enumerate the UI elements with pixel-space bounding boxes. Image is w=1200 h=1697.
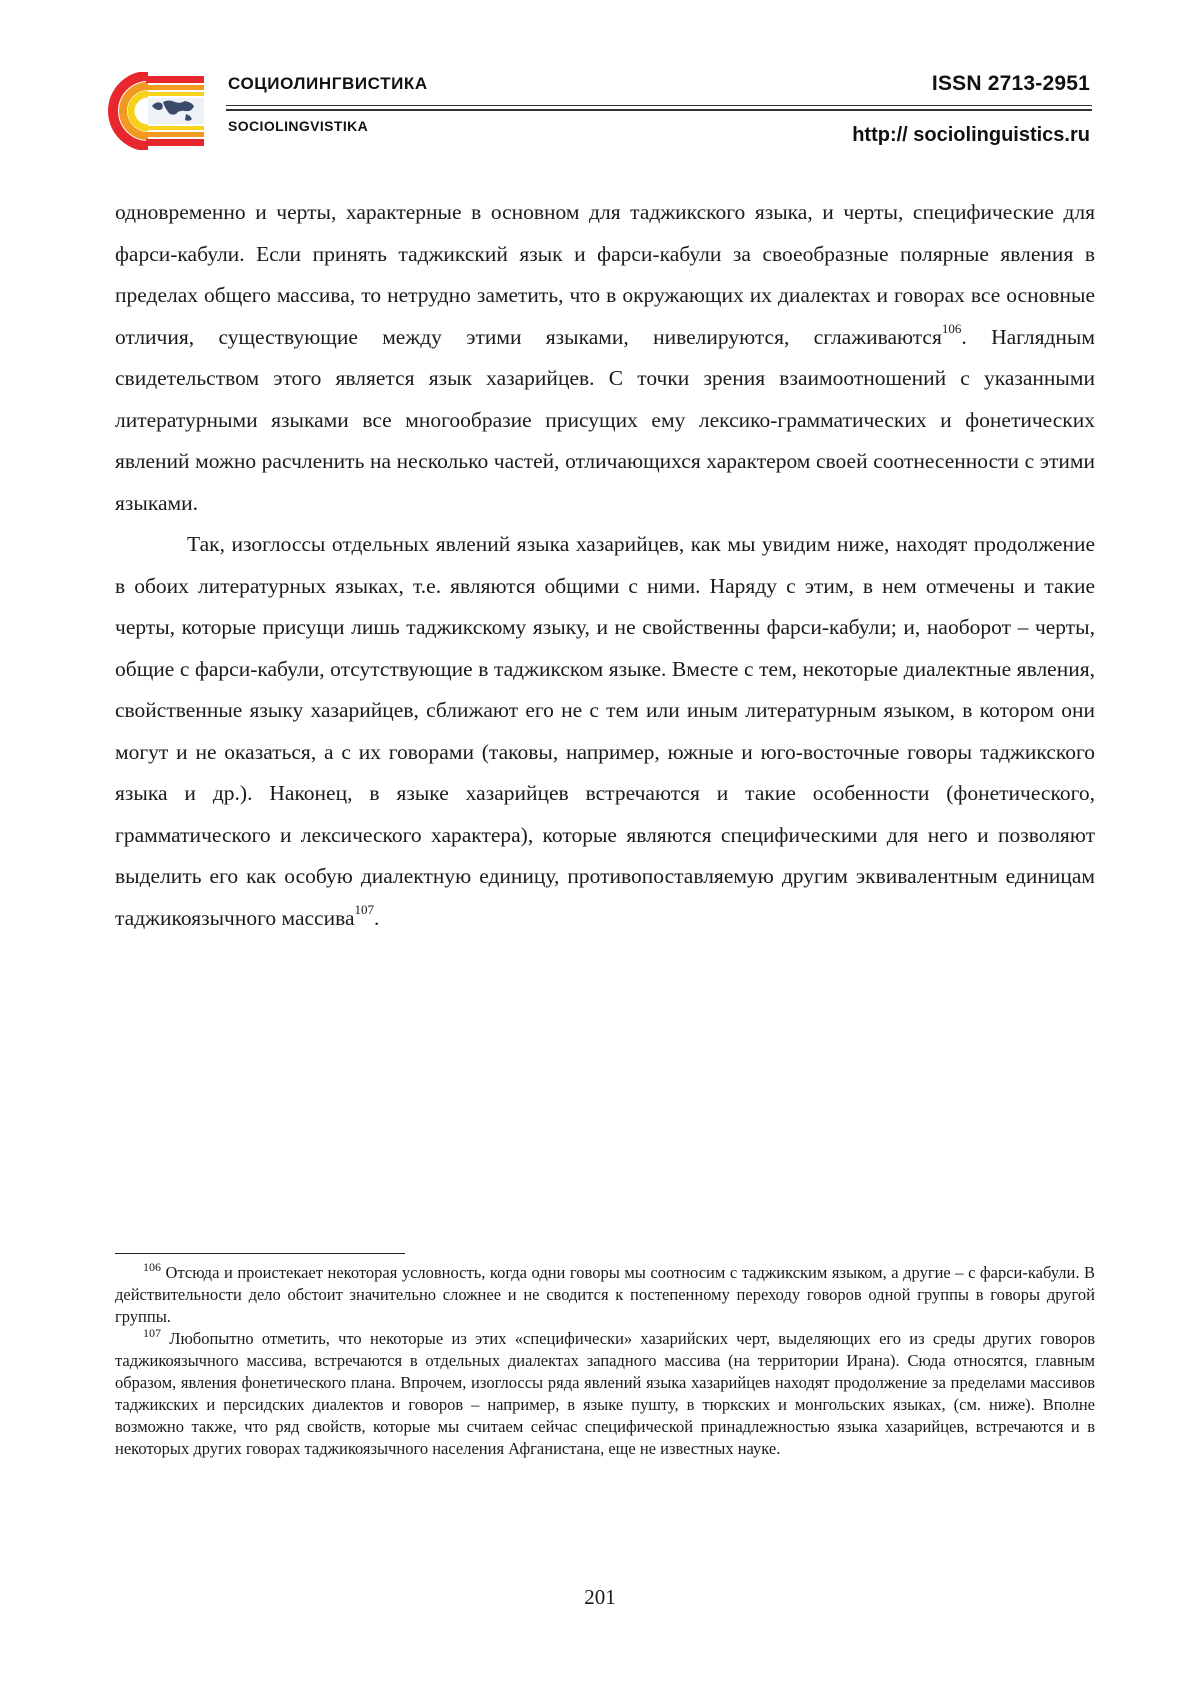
footnote-number: 107	[143, 1325, 161, 1340]
footnote-number: 106	[143, 1259, 161, 1274]
paragraph-2	[115, 524, 1095, 939]
paragraph-2-text-cont: .	[374, 905, 380, 930]
footnotes	[115, 1259, 1095, 1460]
footnote-106	[115, 1259, 1095, 1328]
issn-label: ISSN 2713-2951	[931, 72, 1090, 95]
footnote-ref-107[interactable]: 107	[354, 902, 375, 918]
journal-title-ru: СОЦИОЛИНГВИСТИКА	[228, 74, 428, 93]
footnote-text: Отсюда и проистекает некоторая условность, когда одни говоры мы соотносим с таджикским языком, а другие – с фарси-кабули. В действительности дело обстоит значительно сложнее и не сводится к постепенному переходу говоров одной группы в говоры другой группы.	[115, 1263, 1095, 1326]
footnote-separator	[115, 1253, 405, 1254]
paragraph-1-text: одновременно и черты, характерные в основном для таджикского языка, и черты, специфические для фарси-кабули. Если принять таджикский язык и фарси-кабули за своеобразные полярные явления в пределах общего массива, то нетрудно заметить, что в окружающих их диалектах и говорах все основные отличия, существующие между этими языками, нивелируются, сглаживаются	[115, 200, 1095, 349]
header-rule-thin	[226, 105, 1092, 106]
paragraph-2-text: Так, изоглоссы отдельных явлений языка хазарийцев, как мы увидим ниже, находят продолжение в обоих литературных языках, т.е. являются общими с ними. Наряду с этим, в нем отмечены и такие черты, которые присущи лишь таджикскому языку, и не свойственны фарси-кабули; и, наоборот – черты, общие с фарси-кабули, отсутствующие в таджикском языке. Вместе с тем, некоторые диалектные явления, свойственные языку хазарийцев, сближают его не с тем или иным литературным языком, в котором они могут и не оказаться, а с их говорами (таковы, например, южные и юго-восточные говоры таджикского языка и др.). Наконец, в языке хазарийцев встречаются и такие особенности (фонетического, грамматического и лексического характера), которые являются специфическими для него и позволяют выделить его как особую диалектную единицу, противопоставляемую другим эквивалентным единицам таджикоязычного массива	[115, 532, 1095, 930]
article-body	[115, 192, 1095, 939]
paragraph-1	[115, 192, 1095, 524]
page-number: 201	[584, 1585, 616, 1609]
page-header	[0, 0, 1200, 160]
paragraph-1-text-cont: . Наглядным свидетельством этого является язык хазарийцев. С точки зрения взаимоотношений с указанными литературными языками все многообразие присущих ему лексико-грамматических и фонетических явлений можно расчленить на несколько частей, отличающихся характером своей соотнесенности с этими языками.	[115, 324, 1095, 515]
footnote-107	[115, 1325, 1095, 1460]
website-link[interactable]: http:// sociolinguistics.ru	[852, 124, 1090, 146]
footnote-ref-106[interactable]: 106	[941, 321, 962, 337]
footnote-text: Любопытно отметить, что некоторые из этих «специфически» хазарийских черт, выделяющих его из среды других говоров таджикоязычного массива, встречаются в отдельных диалектах западного массива (на территории Ирана). Сюда относятся, главным образом, явления фонетического плана. Впрочем, изоглоссы ряда явлений языка хазарийцев находят продолжение за пределами массивов таджикских и персидских диалектов и говоров – например, в языке пушту, в тюркских и монгольских языках, (см. ниже). Вполне возможно также, что ряд свойств, которые мы считаем сейчас специфической принадлежностью языка хазарийцев, встречаются и в некоторых других говорах таджикоязычного населения Афганистана, еще не известных науке.	[115, 1329, 1095, 1458]
header-rule-thick	[226, 109, 1092, 111]
journal-logo-icon	[108, 72, 210, 150]
journal-title-en: SOCIOLINGVISTIKA	[228, 118, 369, 134]
